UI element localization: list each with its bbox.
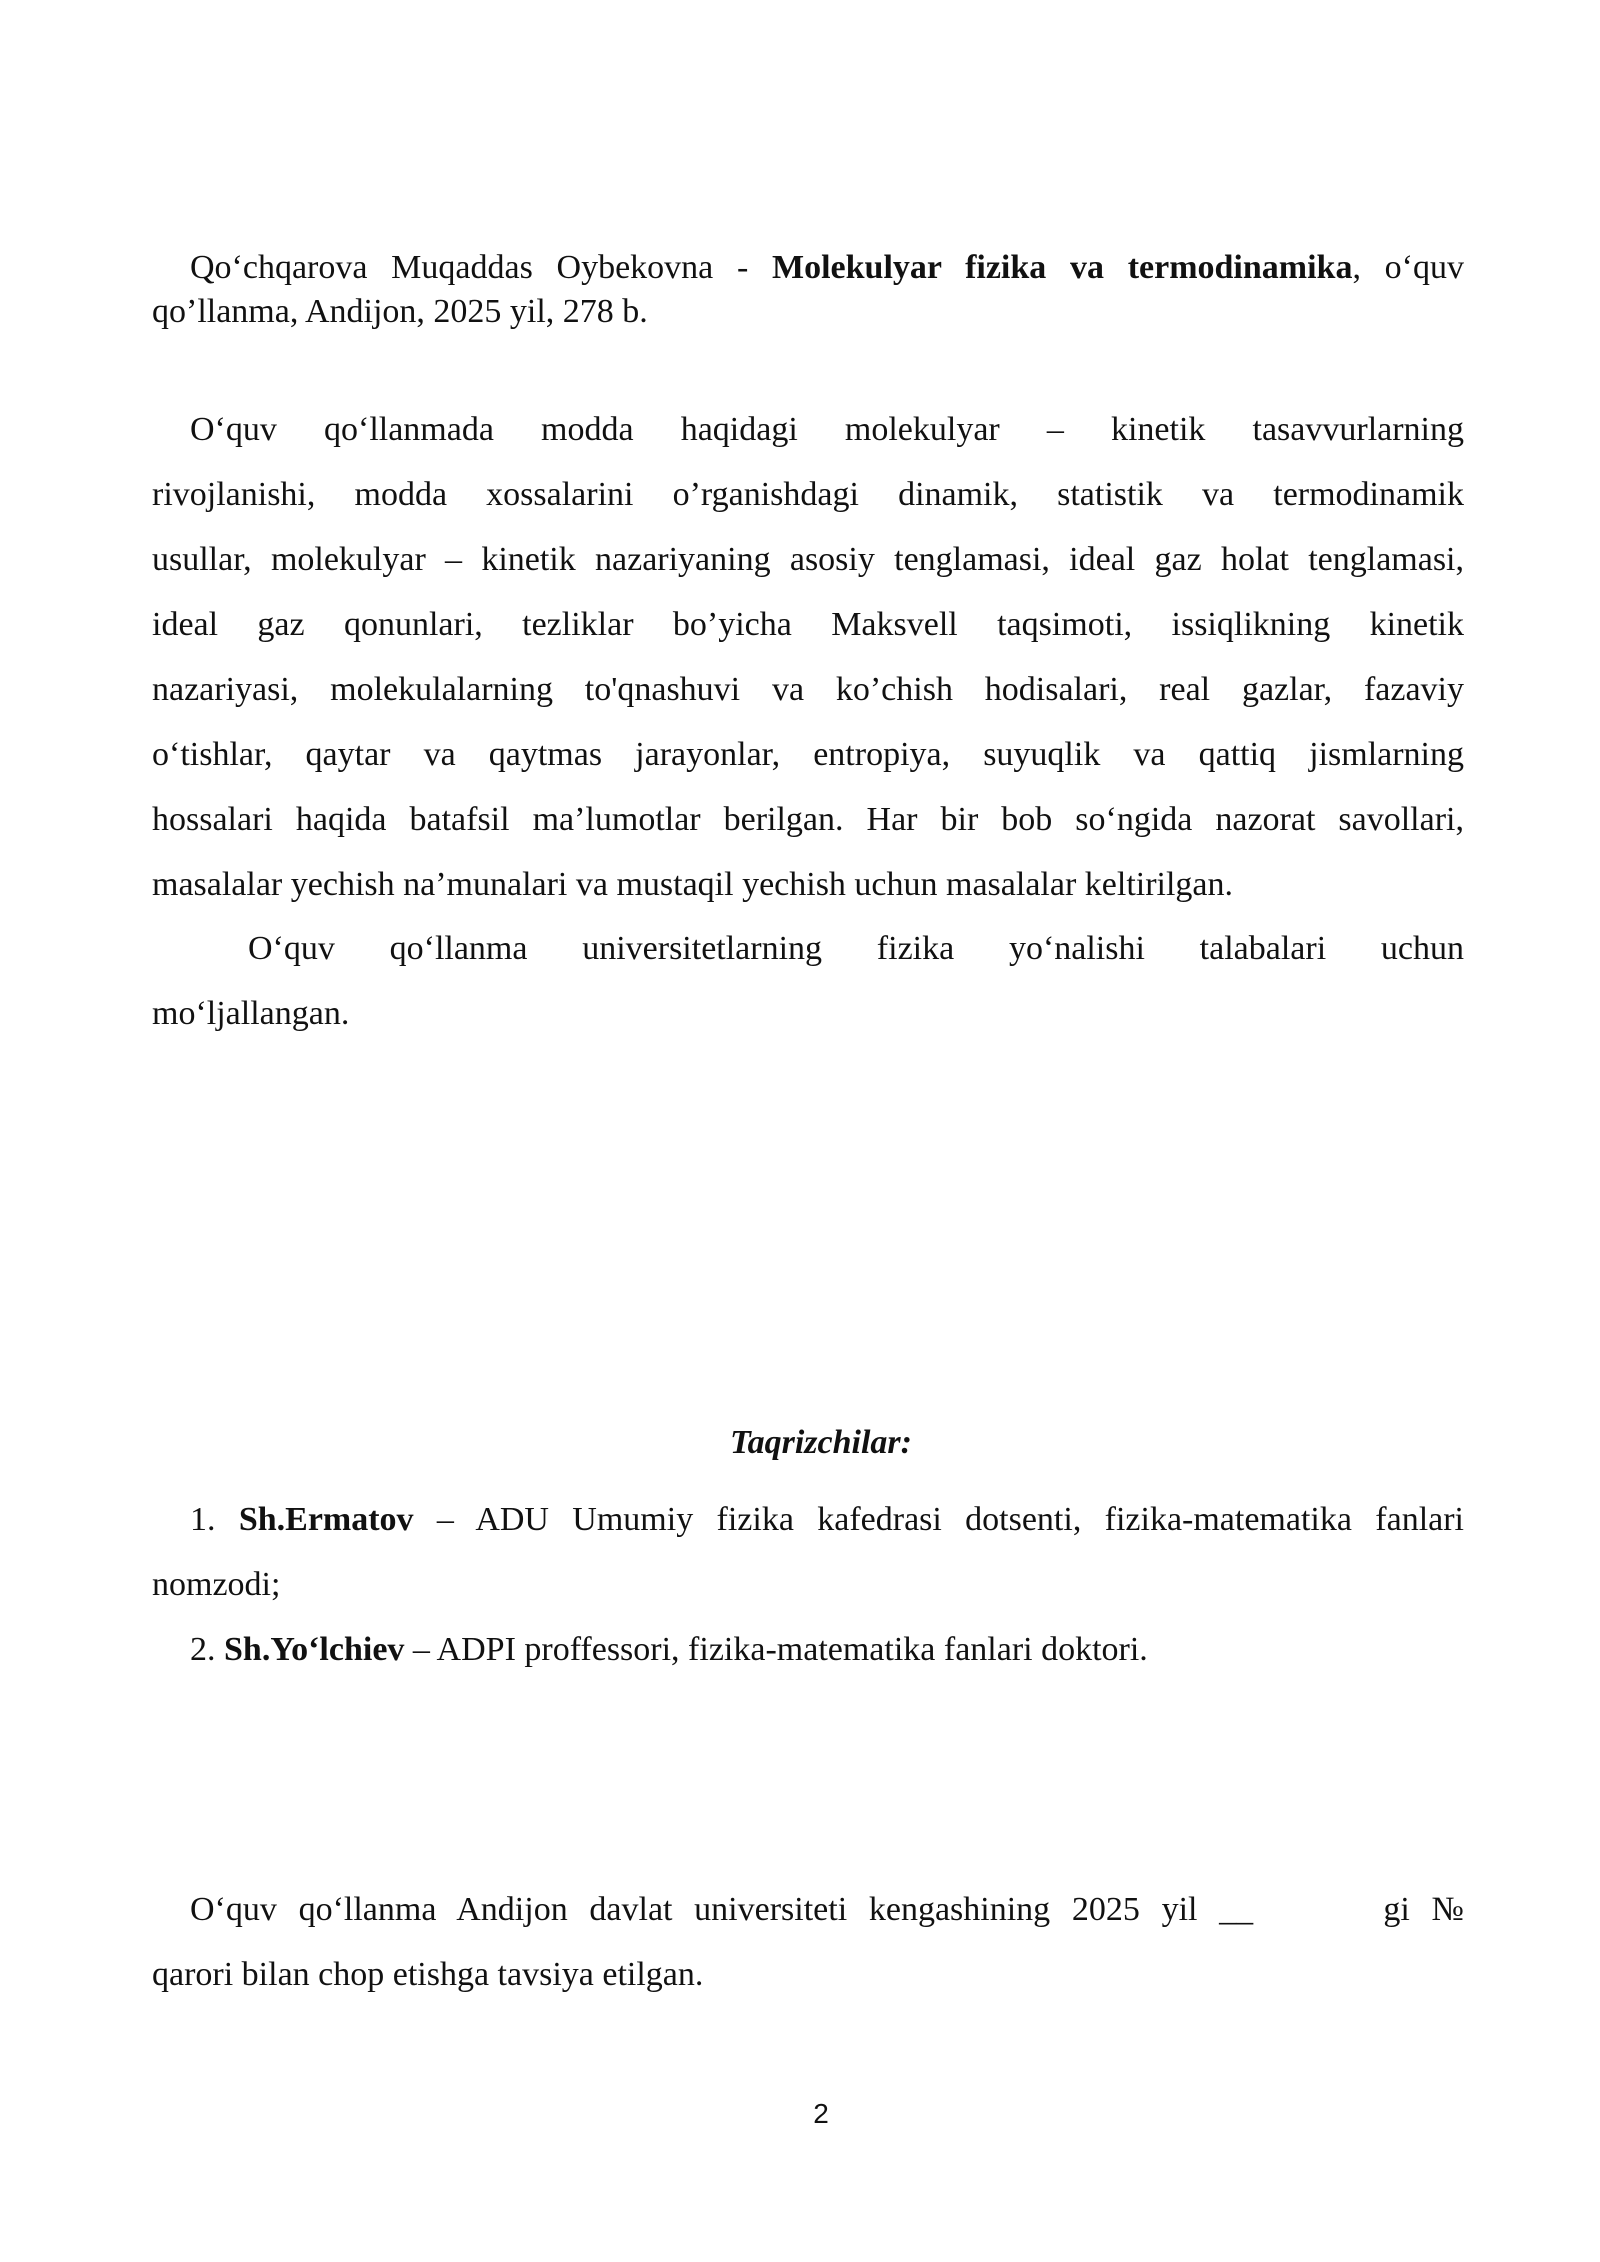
reviewer-name: Sh.Yo‘lchiev (224, 1631, 405, 1668)
approval-line-2: qarori bilan chop etishga tavsiya etilgan. (152, 1956, 704, 1993)
page-number: 2 (813, 2098, 829, 2129)
abstract-line: O‘quv qo‘llanmada modda haqidagi molekulyar – kinetik tasavvurlarning (190, 411, 1464, 448)
bibliographic-line-2: qo’llanma, Andijon, 2025 yil, 278 b. (152, 293, 648, 330)
book-type: , o‘quv (1352, 249, 1464, 286)
reviewer-description: – ADU Umumiy fizika kafedrasi dotsenti, fizika-matematika fanlari (413, 1501, 1464, 1538)
reviewers-list (152, 1487, 1464, 1682)
reviewer-description-cont: nomzodi; (152, 1566, 281, 1603)
reviewers-heading: Taqrizchilar: (729, 1424, 912, 1461)
audience-paragraph (152, 916, 1464, 1046)
audience-line-2: mo‘ljallangan. (152, 995, 350, 1032)
abstract-line: o‘tishlar, qaytar va qaytmas jarayonlar, entropiya, suyuqlik va qattiq jismlarning (152, 736, 1464, 773)
reviewer-name: Sh.Ermatov (238, 1501, 414, 1538)
bibliographic-line-1 (152, 246, 1464, 290)
reviewer-number: 2. (190, 1631, 224, 1668)
approval-line-1: O‘quv qo‘llanma Andijon davlat universiteti kengashining 2025 yil __ gi № (190, 1891, 1464, 1928)
reviewer-item-2 (152, 1617, 1464, 1682)
reviewer-item-1 (152, 1487, 1464, 1552)
author-name: Qo‘chqarova Muqaddas Oybekovna - (190, 249, 772, 286)
reviewer-number: 1. (190, 1501, 239, 1538)
abstract-paragraph (152, 397, 1464, 917)
audience-line-1: O‘quv qo‘llanma universitetlarning fizika yo‘nalishi talabalari uchun (248, 930, 1464, 967)
approval-paragraph (152, 1877, 1464, 2007)
bibliographic-entry (152, 246, 1464, 334)
abstract-line: usullar, molekulyar – kinetik nazariyaning asosiy tenglamasi, ideal gaz holat tenglamasi, (152, 541, 1464, 578)
abstract-line: hossalari haqida batafsil ma’lumotlar berilgan. Har bir bob so‘ngida nazorat savollari, (152, 801, 1464, 838)
book-title: Molekulyar fizika va termodinamika (772, 249, 1353, 286)
reviewer-description: – ADPI proffessori, fizika-matematika fanlari doktori. (404, 1631, 1148, 1668)
abstract-line: masalalar yechish na’munalari va mustaqil yechish uchun masalalar keltirilgan. (152, 866, 1234, 903)
abstract-line: nazariyasi, molekulalarning to'qnashuvi va ko’chish hodisalari, real gazlar, fazaviy (152, 671, 1464, 708)
abstract-line: ideal gaz qonunlari, tezliklar bo’yicha Maksvell taqsimoti, issiqlikning kinetik (152, 606, 1464, 643)
abstract-line: rivojlanishi, modda xossalarini o’rganishdagi dinamik, statistik va termodinamik (152, 476, 1464, 513)
